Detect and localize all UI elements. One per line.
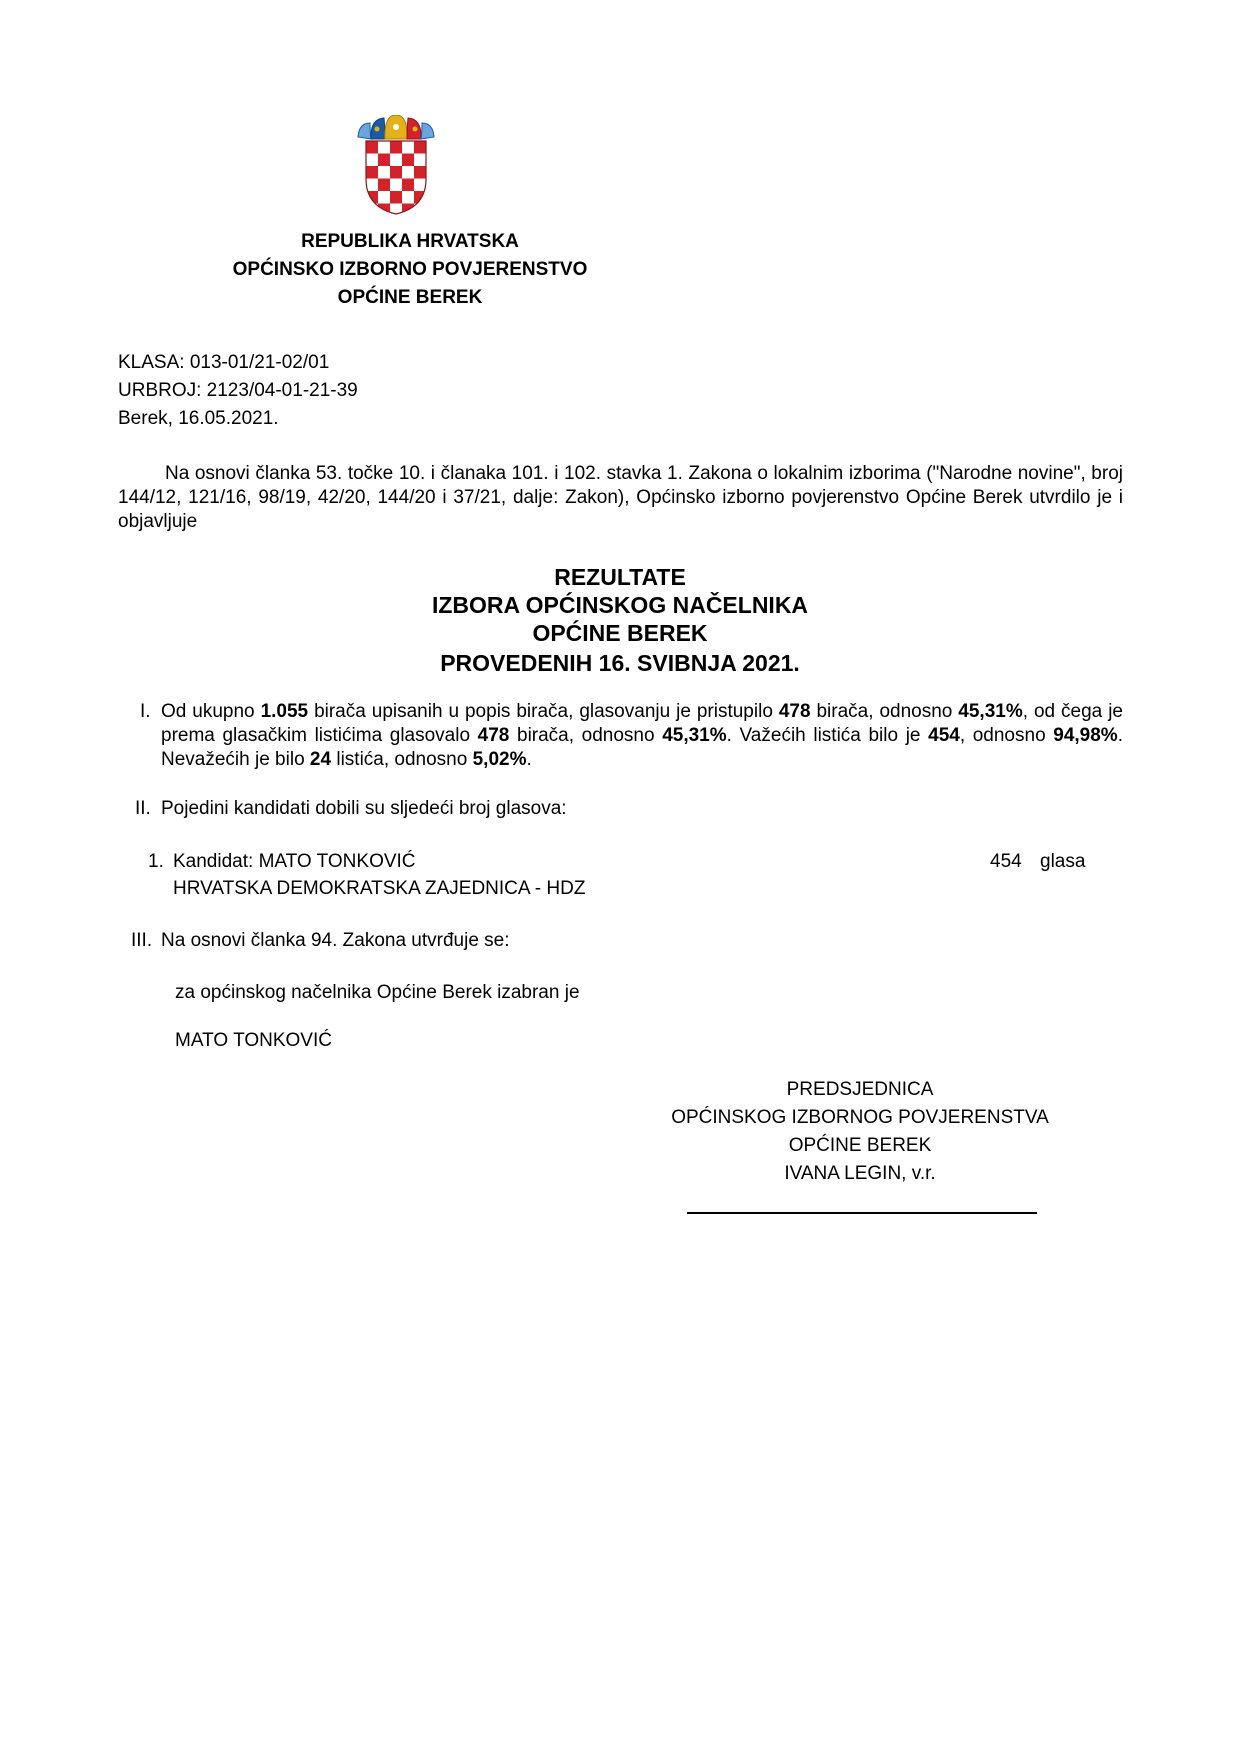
valid-percent: 94,98% bbox=[1053, 725, 1118, 746]
voted-percent: 45,31% bbox=[662, 725, 727, 746]
intro-paragraph: Na osnovi članka 53. točke 10. i članaka 101. i 102. stavka 1. Zakona o lokalnim izborima ("Narodne novine", broj 144/12, 121/16, 98/19, 42/20, 144/20 i 37/21, dalje: Zakon), Općinsko izborno povjerenstvo Općine Berek utvrdilo je i objavljuje bbox=[118, 463, 1123, 532]
elected-name: MATO TONKOVIĆ bbox=[175, 1030, 332, 1051]
signature-line-3: OPĆINE BEREK bbox=[788, 1135, 932, 1156]
signature-line bbox=[687, 1212, 1037, 1214]
klasa: KLASA: 013-01/21-02/01 bbox=[118, 352, 330, 373]
candidate-party: HRVATSKA DEMOKRATSKA ZAJEDNICA - HDZ bbox=[173, 878, 586, 899]
signature-line-4: IVANA LEGIN, v.r. bbox=[784, 1163, 936, 1184]
section-1-text: Od ukupno 1.055 birača upisanih u popis birača, glasovanju je pristupilo 478 birača, odnosno 45,31%, od čega je prema glasačkim listićima glasovalo 478 birača, odnosno 45,31%. Važećih listića bilo je 454, odnosno 94,98%. Nevažećih je bilo 24 listića, odnosno 5,02%. bbox=[161, 701, 1123, 770]
title-line-3: OPĆINE BEREK bbox=[532, 620, 708, 646]
header-line-2: OPĆINSKO IZBORNO POVJERENSTVO bbox=[232, 259, 588, 280]
section-2-text: Pojedini kandidati dobili su sljedeći broj glasova: bbox=[161, 798, 567, 819]
candidate-number: 1. bbox=[148, 851, 164, 872]
title-line-2: IZBORA OPĆINSKOG NAČELNIKA bbox=[431, 592, 809, 618]
title-line-4: PROVEDENIH 16. SVIBNJA 2021. bbox=[440, 650, 800, 676]
crown-icon bbox=[358, 115, 434, 139]
turnout-percent: 45,31% bbox=[958, 701, 1023, 722]
section-3-text: Na osnovi članka 94. Zakona utvrđuje se: bbox=[161, 930, 510, 951]
valid-ballots: 454 bbox=[928, 725, 960, 746]
voted-count: 478 bbox=[477, 725, 510, 746]
section-1-number: I. bbox=[140, 701, 151, 722]
candidate-votes: 454 bbox=[990, 851, 1022, 872]
candidate-name: Kandidat: MATO TONKOVIĆ bbox=[173, 851, 416, 872]
header-line-3: OPĆINE BEREK bbox=[337, 287, 483, 308]
croatian-coat-of-arms-icon bbox=[357, 115, 435, 215]
decision-text: za općinskog načelnika Općine Berek izabran je bbox=[175, 982, 580, 1003]
title-line-1: REZULTATE bbox=[554, 564, 686, 590]
urbroj: URBROJ: 2123/04-01-21-39 bbox=[118, 380, 358, 401]
section-3-number: III. bbox=[131, 930, 153, 951]
invalid-percent: 5,02% bbox=[472, 749, 527, 770]
registered-voters: 1.055 bbox=[260, 701, 309, 722]
signature-line-1: PREDSJEDNICA bbox=[786, 1079, 934, 1100]
turnout-count: 478 bbox=[778, 701, 811, 722]
candidate-votes-unit: glasa bbox=[1040, 851, 1086, 872]
header-line-1: REPUBLIKA HRVATSKA bbox=[301, 231, 519, 252]
invalid-ballots: 24 bbox=[309, 749, 332, 770]
signature-line-2: OPĆINSKOG IZBORNOG POVJERENSTVA bbox=[671, 1107, 1049, 1128]
place-date: Berek, 16.05.2021. bbox=[118, 408, 279, 429]
section-2-number: II. bbox=[135, 798, 151, 819]
